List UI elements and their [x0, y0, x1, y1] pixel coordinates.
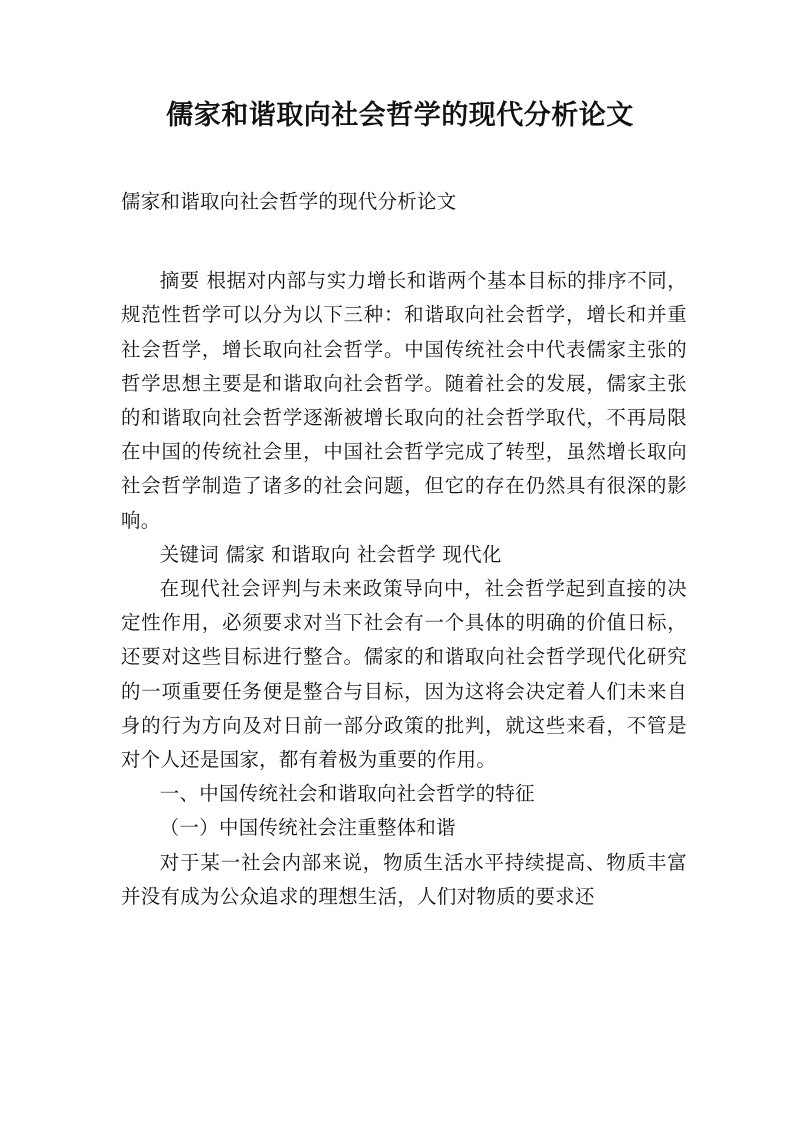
intro-paragraph: 在现代社会评判与未来政策导向中，社会哲学起到直接的决定性作用，必须要求对当下社会有一个具体的明确的价值日标，还要对这些目标进行整合。儒家的和谐取向社会哲学现代化研究的一项重要任务便是整合与目标，因为这将会决定着人们未来自身的行为方向及对日前一部分政策的批判，就这些来看，不管是对个人还是国家，都有着极为重要的作用。	[121, 577, 687, 772]
section-paragraph: 对于某一社会内部来说，物质生活水平持续提高、物质丰富并没有成为公众追求的理想生活，人们对物质的要求还	[121, 850, 687, 908]
subsection-heading: （一）中国传统社会注重整体和谐	[159, 816, 456, 840]
document-subtitle: 儒家和谐取向社会哲学的现代分析论文	[121, 190, 457, 213]
document-body	[121, 185, 687, 914]
keywords-line: 关键词 儒家 和谐取向 社会哲学 现代化	[159, 542, 502, 566]
abstract-paragraph: 摘要 根据对内部与实力增长和谐两个基本目标的排序不同，规范性哲学可以分为以下三种：和谐取向社会哲学，增长和并重社会哲学，增长取向社会哲学。中国传统社会中代表儒家主张的哲学思想主要是和谐取向社会哲学。随着社会的发展，儒家主张的和谐取向社会哲学逐渐被增长取向的社会哲学取代，不再局限在中国的传统社会里，中国社会哲学完成了转型，虽然增长取向社会哲学制造了诸多的社会问题，但它的存在仍然具有很深的影响。	[121, 269, 687, 532]
document-title: 儒家和谐取向社会哲学的现代分析论文	[166, 100, 634, 131]
section-heading: 一、中国传统社会和谐取向社会哲学的特征	[159, 782, 535, 806]
